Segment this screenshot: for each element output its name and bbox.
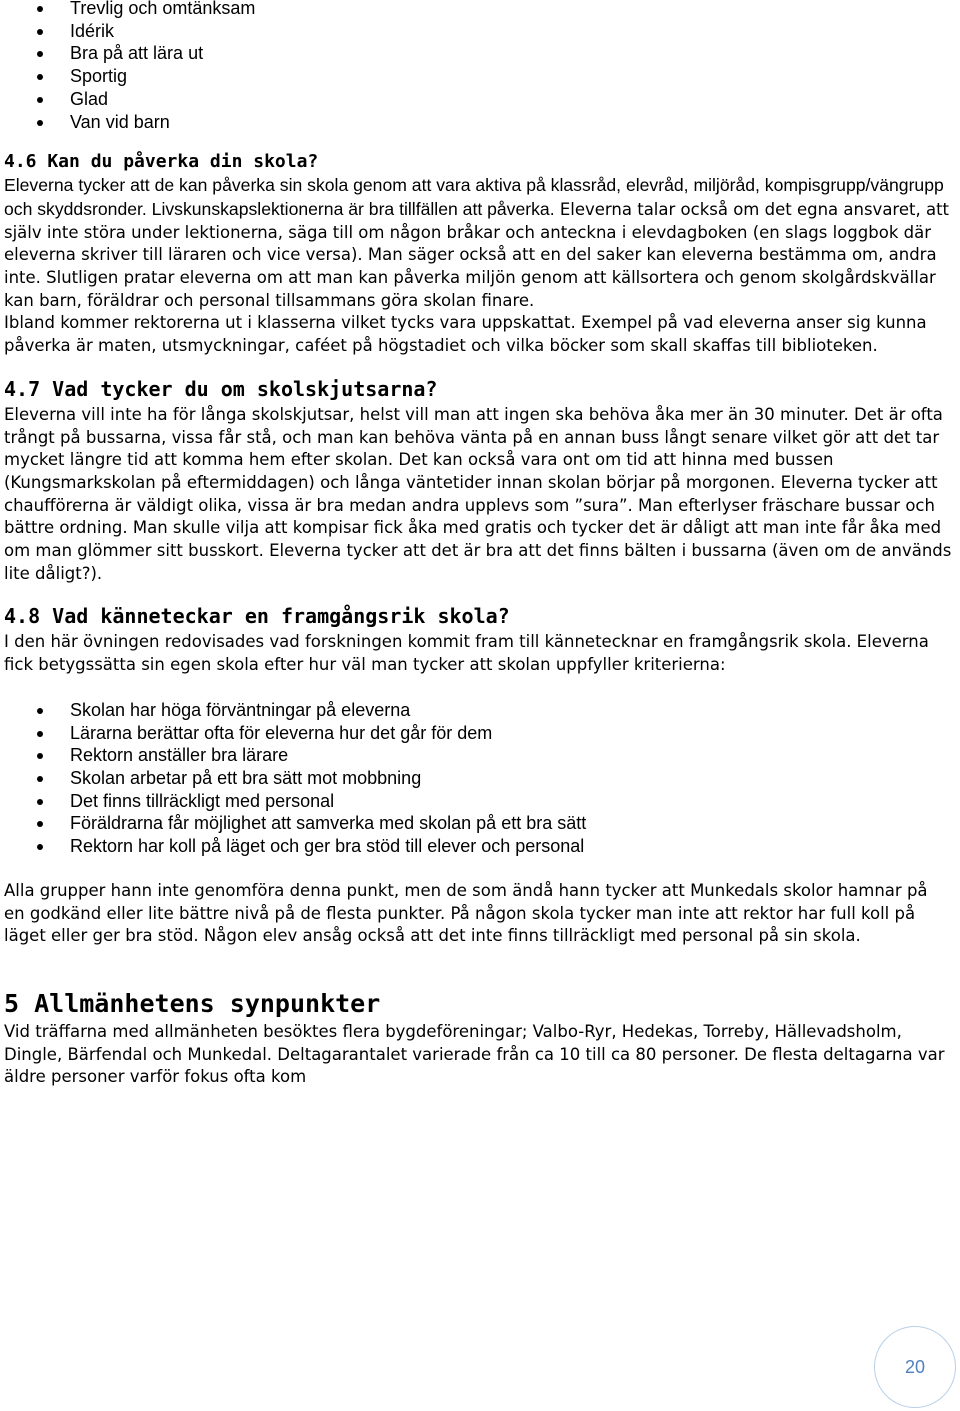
list-item: Sportig bbox=[4, 65, 952, 88]
list-item: Trevlig och omtänksam bbox=[4, 0, 952, 20]
paragraph: I den här övningen redovisades vad forskningen kommit fram till kännetecknar en framgångsrik skola. Eleverna fick betygssätta sin egen skola efter hur väl man tycker att skolan uppfyller kriterierna: bbox=[4, 632, 929, 675]
section-heading-4-6: 4.6 Kan du påverka din skola? bbox=[4, 151, 319, 173]
paragraph-text: Eleverna tycker att de kan påverka sin skola genom att vara aktiva på klassråd, elevråd, miljöråd, kompisgrupp/vängrupp och skyddsronder. Livskunskapslektionerna är bra tillfällen att påverka. bbox=[4, 175, 944, 219]
document-page bbox=[4, 0, 952, 1089]
page-number-badge bbox=[874, 1326, 956, 1408]
section-heading-5: 5 Allmänhetens synpunkter bbox=[4, 988, 381, 1018]
paragraph: Eleverna vill inte ha för långa skolskjutsar, helst vill man att ingen ska behöva åka mer än 30 minuter. Det är ofta trångt på bussarna, vissa får stå, och man kan behöva vänta på en annan buss långt senare vilket gör att det tar mycket längre tid att komma hem efter skolan. Det kan också vara ont om tid att hinna med bussen (Kungsmarkskolan på eftermiddagen) och långa väntetider innan skolan börjar på morgonen. Eleverna tycker att chaufförerna är väldigt olika, vissa är bra medan andra upplevs som ”sura”. Man efterlyser fräschare bussar och bättre ordning. Man skulle vilja att kompisar fick åka med gratis och tycker det är dåligt att man inte får åka med om man glömmer sitt busskort. Eleverna tycker att det är bra att det finns bälten i bussarna (även om de används lite dåligt?). bbox=[4, 404, 952, 583]
list-item: Glad bbox=[4, 88, 952, 111]
qualities-list bbox=[4, 0, 952, 133]
section-heading-4-8: 4.8 Vad känneteckar en framgångsrik skola? bbox=[4, 604, 510, 629]
paragraph: Ibland kommer rektorerna ut i klasserna vilket tycks vara uppskattat. Exempel på vad eleverna anser sig kunna påverka är maten, utsmyckningar, caféet på högstadiet och vilka böcker som skall skaffas till biblioteken. bbox=[4, 313, 927, 356]
list-item: Skolan arbetar på ett bra sätt mot mobbning bbox=[4, 767, 952, 790]
section-heading-4-7: 4.7 Vad tycker du om skolskjutsarna? bbox=[4, 376, 438, 401]
list-item: Lärarna berättar ofta för eleverna hur det går för dem bbox=[4, 722, 952, 745]
criteria-list bbox=[4, 699, 952, 858]
list-item: Det finns tillräckligt med personal bbox=[4, 790, 952, 813]
list-item: Föräldrarna får möjlighet att samverka med skolan på ett bra sätt bbox=[4, 812, 952, 835]
list-item: Van vid barn bbox=[4, 111, 952, 134]
paragraph: Vid träffarna med allmänheten besöktes flera bygdeföreningar; Valbo-Ryr, Hedekas, Torreby, Hällevadsholm, Dingle, Bärfendal och Munkedal. Deltagarantalet varierade från ca 10 till ca 80 personer. De flesta deltagarna var äldre personer varför fokus ofta kom bbox=[4, 1021, 945, 1087]
paragraph-text: Eleverna talar också om det egna ansvaret, att själv inte störa under lektionerna, säga till om någon bråkar och anteckna i elevdagboken (en slags loggbok där eleverna skriver till läraren och vice versa). Man säger också att en del saker kan eleverna bestämma om, andra inte. Slutligen pratar eleverna om att man kan påverka miljön genom att källsortera och genom skolgårdskvällar kan barn, föräldrar och personal tillsammans göra skolan finare. bbox=[4, 199, 950, 310]
list-item: Idérik bbox=[4, 20, 952, 43]
list-item: Rektorn har koll på läget och ger bra stöd till elever och personal bbox=[4, 835, 952, 858]
list-item: Bra på att lära ut bbox=[4, 42, 952, 65]
list-item: Rektorn anställer bra lärare bbox=[4, 744, 952, 767]
paragraph: Alla grupper hann inte genomföra denna punkt, men de som ändå hann tycker att Munkedals skolor hamnar på en godkänd eller lite bättre nivå på de flesta punkter. På någon skola tycker man inte att rektor har full koll på läget eller ger bra stöd. Någon elev ansåg också att det inte finns tillräckligt med personal på sin skola. bbox=[4, 880, 928, 946]
page-number: 20 bbox=[904, 1356, 926, 1377]
paragraph bbox=[4, 174, 952, 312]
list-item: Skolan har höga förväntningar på eleverna bbox=[4, 699, 952, 722]
